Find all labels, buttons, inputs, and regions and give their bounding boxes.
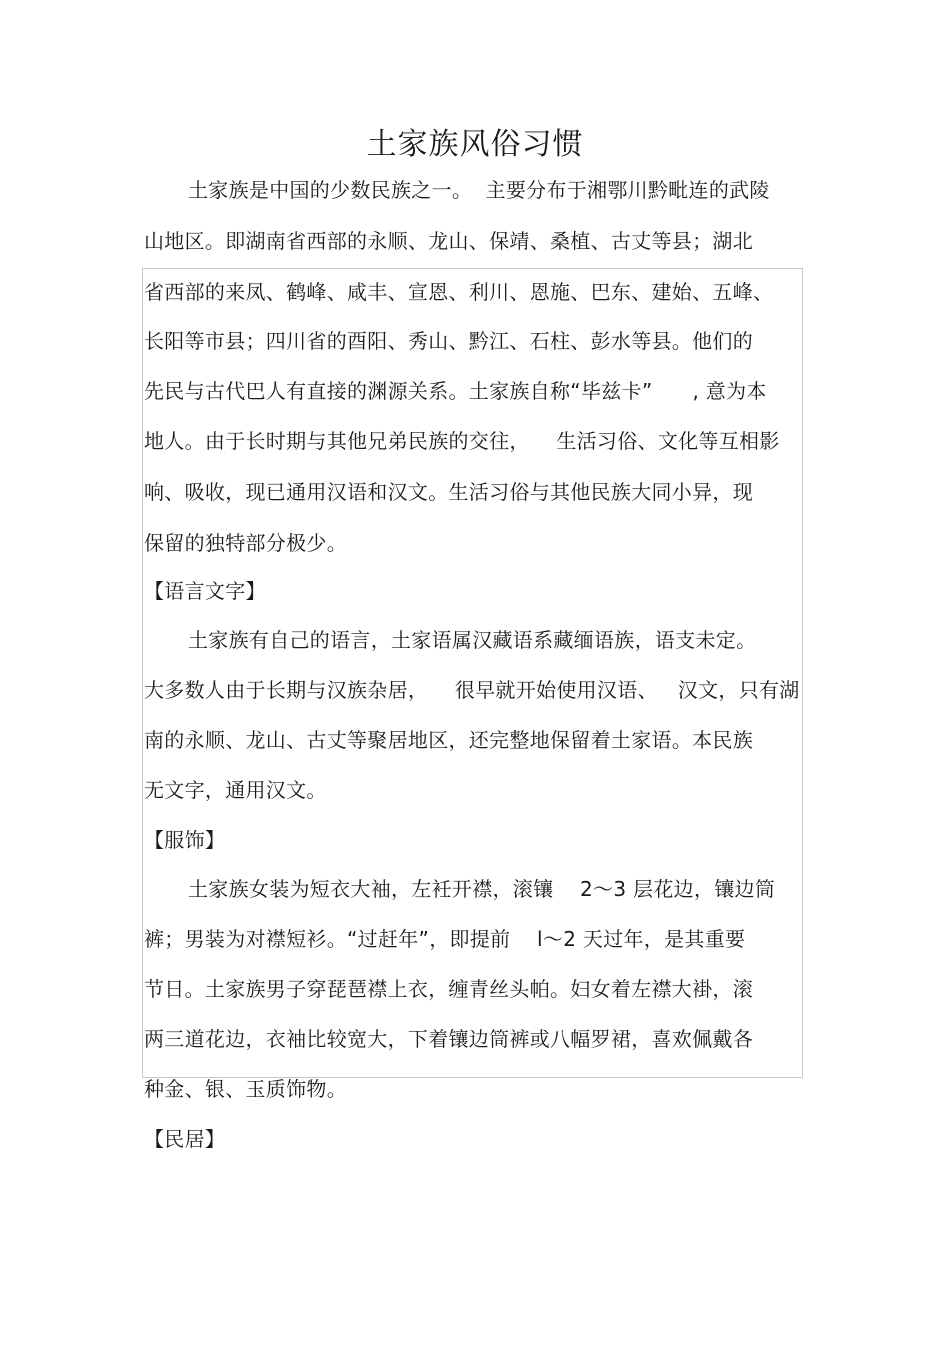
paragraph-line: 南的永顺、龙山、古丈等聚居地区，还完整地保留着土家语。本民族	[144, 728, 753, 752]
paragraph-line: 土家族是中国的少数民族之一。 主要分布于湘鄂川黔毗连的武陵	[188, 178, 770, 202]
paragraph-line: 地人。由于长时期与其他兄弟民族的交往， 生活习俗、文化等互相影	[144, 429, 780, 453]
section-heading-language: 【语言文字】	[144, 579, 266, 603]
paragraph-line: 大多数人由于长期与汉族杂居， 很早就开始使用汉语、 汉文，只有湖	[144, 678, 800, 702]
paragraph-line: 省西部的来凤、鹤峰、咸丰、宣恩、利川、恩施、巴东、建始、五峰、	[144, 280, 774, 304]
paragraph-line: 响、吸收，现已通用汉语和汉文。生活习俗与其他民族大同小异，现	[144, 480, 753, 504]
paragraph-line: 土家族女装为短衣大袖，左衽开襟，滚镶 2～3 层花边，镶边筒	[188, 877, 776, 901]
page-title: 土家族风俗习惯	[366, 127, 584, 162]
paragraph-line: 两三道花边，衣袖比较宽大，下着镶边筒裤或八幅罗裙，喜欢佩戴各	[144, 1027, 753, 1051]
paragraph-line: 先民与古代巴人有直接的渊源关系。土家族自称“毕兹卡” , 意为本	[144, 379, 767, 403]
paragraph-line: 长阳等市县；四川省的酉阳、秀山、黔江、石柱、彭水等县。他们的	[144, 329, 753, 353]
section-heading-clothing: 【服饰】	[144, 828, 226, 852]
paragraph-line: 无文字，通用汉文。	[144, 778, 327, 802]
paragraph-line: 节日。土家族男子穿琵琶襟上衣，缠青丝头帕。妇女着左襟大褂，滚	[144, 977, 753, 1001]
paragraph-line: 裤；男装为对襟短衫。“过赶年”，即提前 l～2 天过年，是其重要	[144, 927, 746, 951]
section-heading-dwelling: 【民居】	[144, 1127, 226, 1151]
paragraph-line: 种金、银、玉质饰物。	[144, 1077, 347, 1101]
paragraph-line: 保留的独特部分极少。	[144, 531, 347, 555]
paragraph-line: 山地区。即湖南省西部的永顺、龙山、保靖、桑植、古丈等县；湖北	[144, 229, 753, 253]
paragraph-line: 土家族有自己的语言，土家语属汉藏语系藏缅语族，语支未定。	[188, 628, 757, 652]
